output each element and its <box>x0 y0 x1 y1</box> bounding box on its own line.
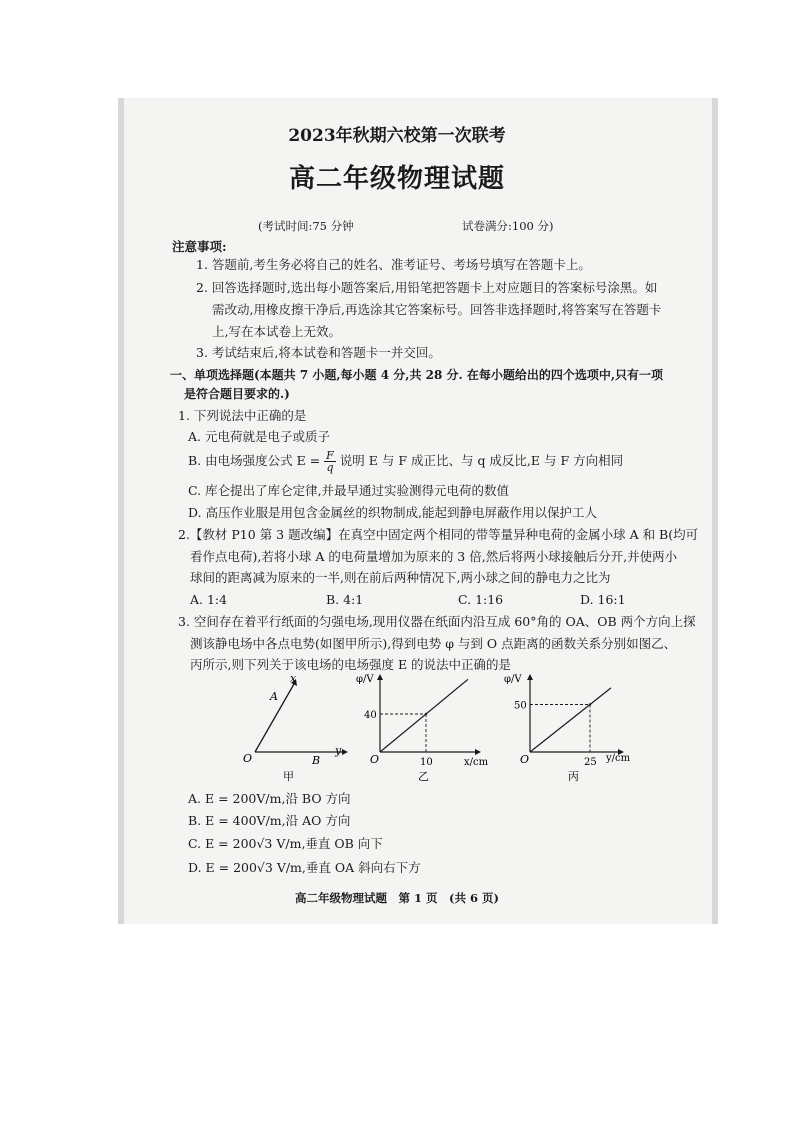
section-heading-cont: 是符合题目要求的.) <box>184 387 290 401</box>
notes-heading: 注意事项: <box>172 239 227 254</box>
arrow-head-icon <box>527 674 533 680</box>
q2-option-b: B. 4:1 <box>326 592 364 607</box>
q2-stem-line: 2.【教材 P10 第 3 题改编】在真空中固定两个相同的带等量异种电荷的金属小球 A 和 B(均可 <box>178 527 699 542</box>
x-tick-label: 25 <box>584 757 597 768</box>
y-tick-label: 50 <box>514 700 527 712</box>
note-item: 1. 答题前,考生务必将自己的姓名、准考证号、考场号填写在答题卡上。 <box>196 257 591 272</box>
note-item: 需改动,用橡皮擦干净后,再选涂其它答案标号。回答非选择题时,将答案写在答题卡 <box>212 302 662 317</box>
q3-option-b: B. E = 400V/m,沿 AO 方向 <box>188 813 351 828</box>
y-tick-label: 40 <box>364 710 377 721</box>
q2-stem-line: 看作点电荷),若将小球 A 的电荷量增加为原来的 3 倍,然后将两小球接触后分开,并使两小 <box>190 549 678 564</box>
note-item: 3. 考试结束后,将本试卷和答题卡一并交回。 <box>196 345 441 360</box>
label-origin: O <box>243 752 253 765</box>
label-y: y <box>335 744 342 757</box>
x-axis-label: x/cm <box>464 757 489 768</box>
caption-jia: 甲 <box>283 770 294 783</box>
origin-label: O <box>520 753 530 766</box>
page-footer: 高二年级物理试题 第 1 页 (共 6 页) <box>295 891 499 905</box>
figure-yi-graph <box>356 670 490 785</box>
q1-option-d: D. 高压作业服是用包含金属丝的织物制成,能起到静电屏蔽作用以保护工人 <box>188 505 597 520</box>
q1-option-c: C. 库仑提出了库仑定律,并最早通过实验测得元电荷的数值 <box>188 483 510 498</box>
y-axis-label: φ/V <box>504 674 522 685</box>
label-x: x <box>290 672 297 685</box>
data-point <box>425 713 427 715</box>
formula-fraction <box>324 450 336 473</box>
caption-yi: 乙 <box>418 770 429 783</box>
exam-subtitle: 2023年秋期六校第一次联考 <box>288 126 506 146</box>
q3-stem-line: 3. 空间存在着平行纸面的匀强电场,现用仪器在纸面内沿互成 60°角的 OA、OB 两个方向上探 <box>178 614 696 629</box>
label-a: A <box>270 690 278 703</box>
exam-title: 高二年级物理试题 <box>288 164 505 194</box>
fraction-denominator: q <box>326 461 334 474</box>
origin-label: O <box>370 753 380 766</box>
q3-option-d: D. E = 200√3 V/m,垂直 OA 斜向右下方 <box>188 860 421 875</box>
x-axis-label: y/cm <box>606 753 631 764</box>
caption-bing: 丙 <box>568 770 579 783</box>
arrow-head-icon <box>475 749 481 755</box>
note-item: 上,写在本试卷上无效。 <box>212 324 341 339</box>
section-heading: 一、单项选择题(本题共 7 小题,每小题 4 分,共 28 分. 在每小题给出的四个选项中,只有一项 <box>170 368 664 382</box>
fraction-numerator: F <box>326 449 334 462</box>
arrow-head-icon <box>342 749 348 755</box>
scan-edge-right <box>712 98 718 924</box>
q3-stem-line: 测该静电场中各点电势(如图甲所示),得到电势 φ 与到 O 点距离的函数关系分别如图乙、 <box>190 636 677 651</box>
q2-option-d: D. 16:1 <box>580 592 626 607</box>
y-axis-label: φ/V <box>356 674 374 685</box>
figure-jia <box>238 670 348 785</box>
note-item: 2. 回答选择题时,选出每小题答案后,用铅笔把答题卡上对应题目的答案标号涂黑。如 <box>196 280 658 295</box>
data-point <box>589 703 591 705</box>
q2-option-a: A. 1:4 <box>190 592 228 607</box>
q3-option-a: A. E = 200V/m,沿 BO 方向 <box>188 791 351 806</box>
q3-stem-line: 丙所示,则下列关于该电场的电场强度 E 的说法中正确的是 <box>190 657 512 672</box>
q2-option-c: C. 1:16 <box>458 592 504 607</box>
q1-option-b-pre: B. 由电场强度公式 E = <box>188 453 321 468</box>
exam-time: (考试时间:75 分钟 <box>258 219 354 233</box>
q1-stem: 1. 下列说法中正确的是 <box>178 408 307 423</box>
q3-option-c: C. E = 200√3 V/m,垂直 OB 向下 <box>188 836 383 851</box>
q1-option-b-post: 说明 E 与 F 成正比、与 q 成反比,E 与 F 方向相同 <box>339 453 624 468</box>
q2-stem-line: 球间的距离减为原来的一半,则在前后两种情况下,两小球之间的静电力之比为 <box>190 570 611 585</box>
series-line <box>530 688 611 752</box>
exam-score: 试卷满分:100 分) <box>462 219 554 233</box>
scan-edge-left <box>118 98 124 924</box>
label-b: B <box>312 754 321 767</box>
q1-option-b <box>188 450 623 473</box>
figure-bing-graph <box>504 670 640 785</box>
x-tick-label: 10 <box>420 757 433 768</box>
arrow-head-icon <box>377 674 383 680</box>
series-line <box>380 679 468 752</box>
q1-option-a: A. 元电荷就是电子或质子 <box>188 429 330 444</box>
